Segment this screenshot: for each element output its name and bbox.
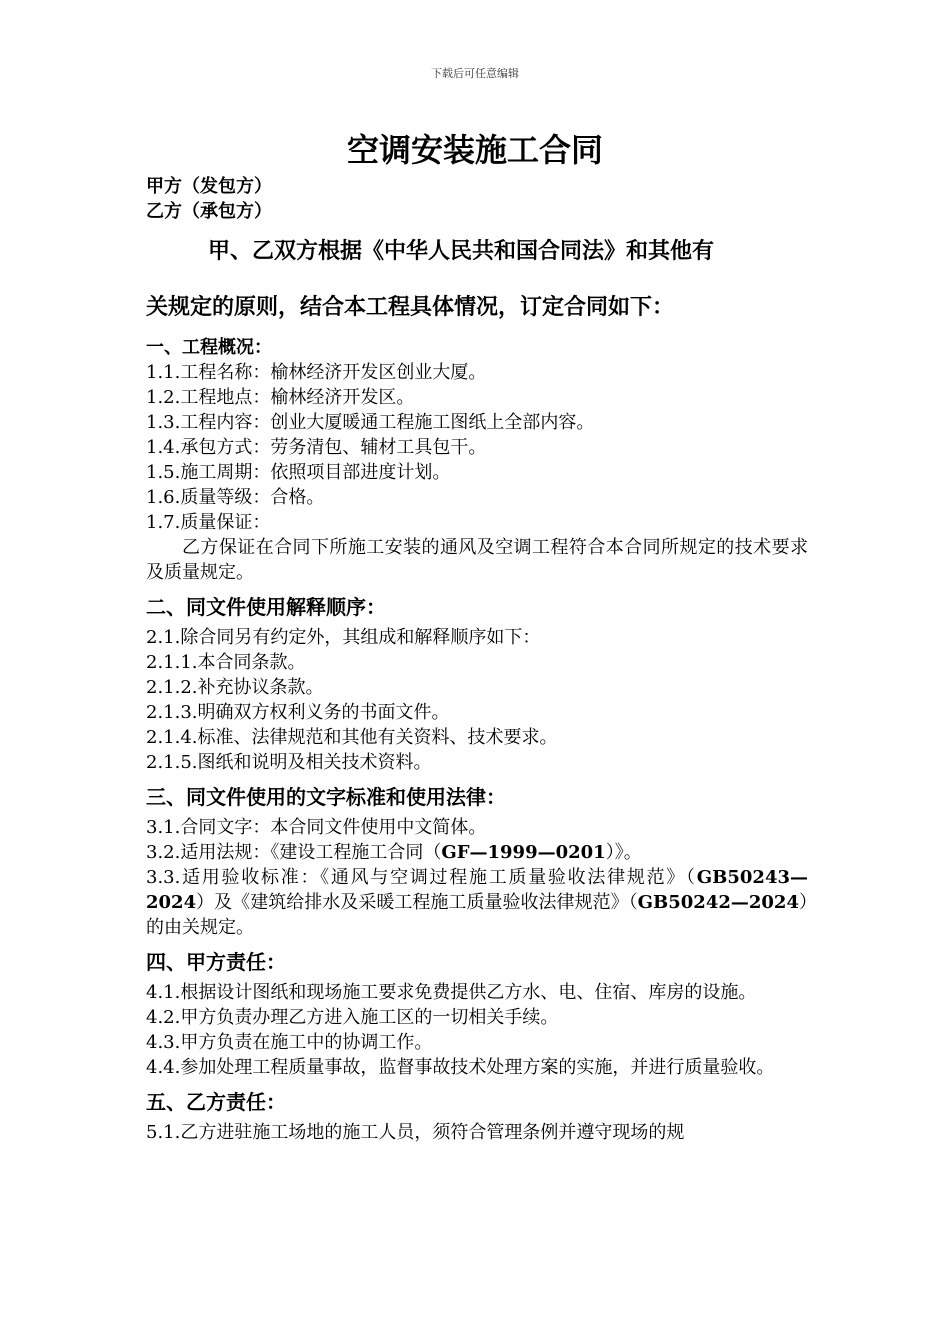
section-4-item: 4.2.甲方负责办理乙方进入施工区的一切相关手续。 [146, 1007, 559, 1028]
contract-code: GF—1999—0201 [441, 842, 606, 863]
section-2-item: 2.1.2.补充协议条款。 [146, 677, 324, 698]
section-1-item: 1.4.承包方式：劳务清包、辅材工具包干。 [146, 437, 487, 458]
party-b-line: 乙方（承包方） [146, 201, 272, 222]
section-2-title: 二、同文件使用解释顺序： [146, 595, 386, 619]
standard-code-2: GB50242—2024 [637, 892, 799, 913]
applicable-law-suffix: ）》。 [605, 842, 642, 863]
page-header-note: 下载后可任意编辑 [431, 67, 519, 80]
acceptance-standard-text-b: ）及《建筑给排水及采暖工程施工质量验收法律规范》（ [196, 892, 638, 913]
document-title: 空调安装施工合同 [346, 131, 603, 169]
section-1 [146, 336, 808, 585]
section-3-item: 3.1.合同文字：本合同文件使用中文简体。 [146, 817, 487, 838]
section-4-title: 四、甲方责任： [146, 950, 286, 974]
party-a-line: 甲方（发包方） [146, 176, 272, 197]
section-3-title: 三、同文件使用的文字标准和使用法律： [146, 785, 506, 809]
section-2-item: 2.1.除合同另有约定外，其组成和解释顺序如下： [146, 627, 541, 648]
section-5 [146, 1088, 808, 1145]
document-body [146, 174, 808, 1145]
section-3-item [146, 840, 808, 865]
section-2-item: 2.1.1.本合同条款。 [146, 652, 306, 673]
acceptance-standard-text-a: 3.3.适用验收标准：《通风与空调过程施工质量验收法律规范》（ [146, 867, 697, 888]
section-5-item: 5.1.乙方进驻施工场地的施工人员，须符合管理条例并遵守现场的规 [146, 1122, 685, 1143]
section-2 [146, 593, 808, 775]
section-3-item [146, 865, 808, 940]
section-1-item: 1.6.质量等级：合格。 [146, 487, 325, 508]
section-1-item: 1.5.施工周期：依照项目部进度计划。 [146, 462, 451, 483]
section-4-item: 4.1.根据设计图纸和现场施工要求免费提供乙方水、电、住宿、库房的设施。 [146, 982, 757, 1003]
section-1-item: 1.1.工程名称：榆林经济开发区创业大厦。 [146, 362, 487, 383]
intro-line-2: 关规定的原则，结合本工程具体情况，订定合同如下： [146, 295, 675, 320]
acceptance-standard-text-c: ）的由关规定。 [146, 892, 809, 938]
standard-code-1: GB50243—2024 [146, 867, 808, 913]
section-4-item: 4.3.甲方负责在施工中的协调工作。 [146, 1032, 433, 1053]
applicable-law-prefix: 3.2.适用法规：《建设工程施工合同（ [146, 842, 442, 863]
section-1-item: 1.7.质量保证： [146, 512, 271, 533]
section-2-item: 2.1.4.标准、法律规范和其他有关资料、技术要求。 [146, 727, 558, 748]
section-2-item: 2.1.5.图纸和说明及相关技术资料。 [146, 752, 432, 773]
section-1-item: 1.2.工程地点：榆林经济开发区。 [146, 387, 415, 408]
section-4 [146, 948, 808, 1080]
section-1-title: 一、工程概况： [146, 337, 272, 358]
section-2-item: 2.1.3.明确双方权利义务的书面文件。 [146, 702, 450, 723]
section-1-item: 1.3.工程内容：创业大厦暖通工程施工图纸上全部内容。 [146, 412, 595, 433]
section-5-title: 五、乙方责任： [146, 1090, 286, 1114]
quality-guarantee-text: 乙方保证在合同下所施工安装的通风及空调工程符合本合同所规定的技术要求及质量规定。 [146, 537, 808, 583]
section-3 [146, 783, 808, 940]
intro-line-1: 甲、乙双方根据《中华人民共和国合同法》和其他有 [208, 239, 715, 264]
section-4-item: 4.4.参加处理工程质量事故，监督事故技术处理方案的实施，并进行质量验收。 [146, 1057, 775, 1078]
